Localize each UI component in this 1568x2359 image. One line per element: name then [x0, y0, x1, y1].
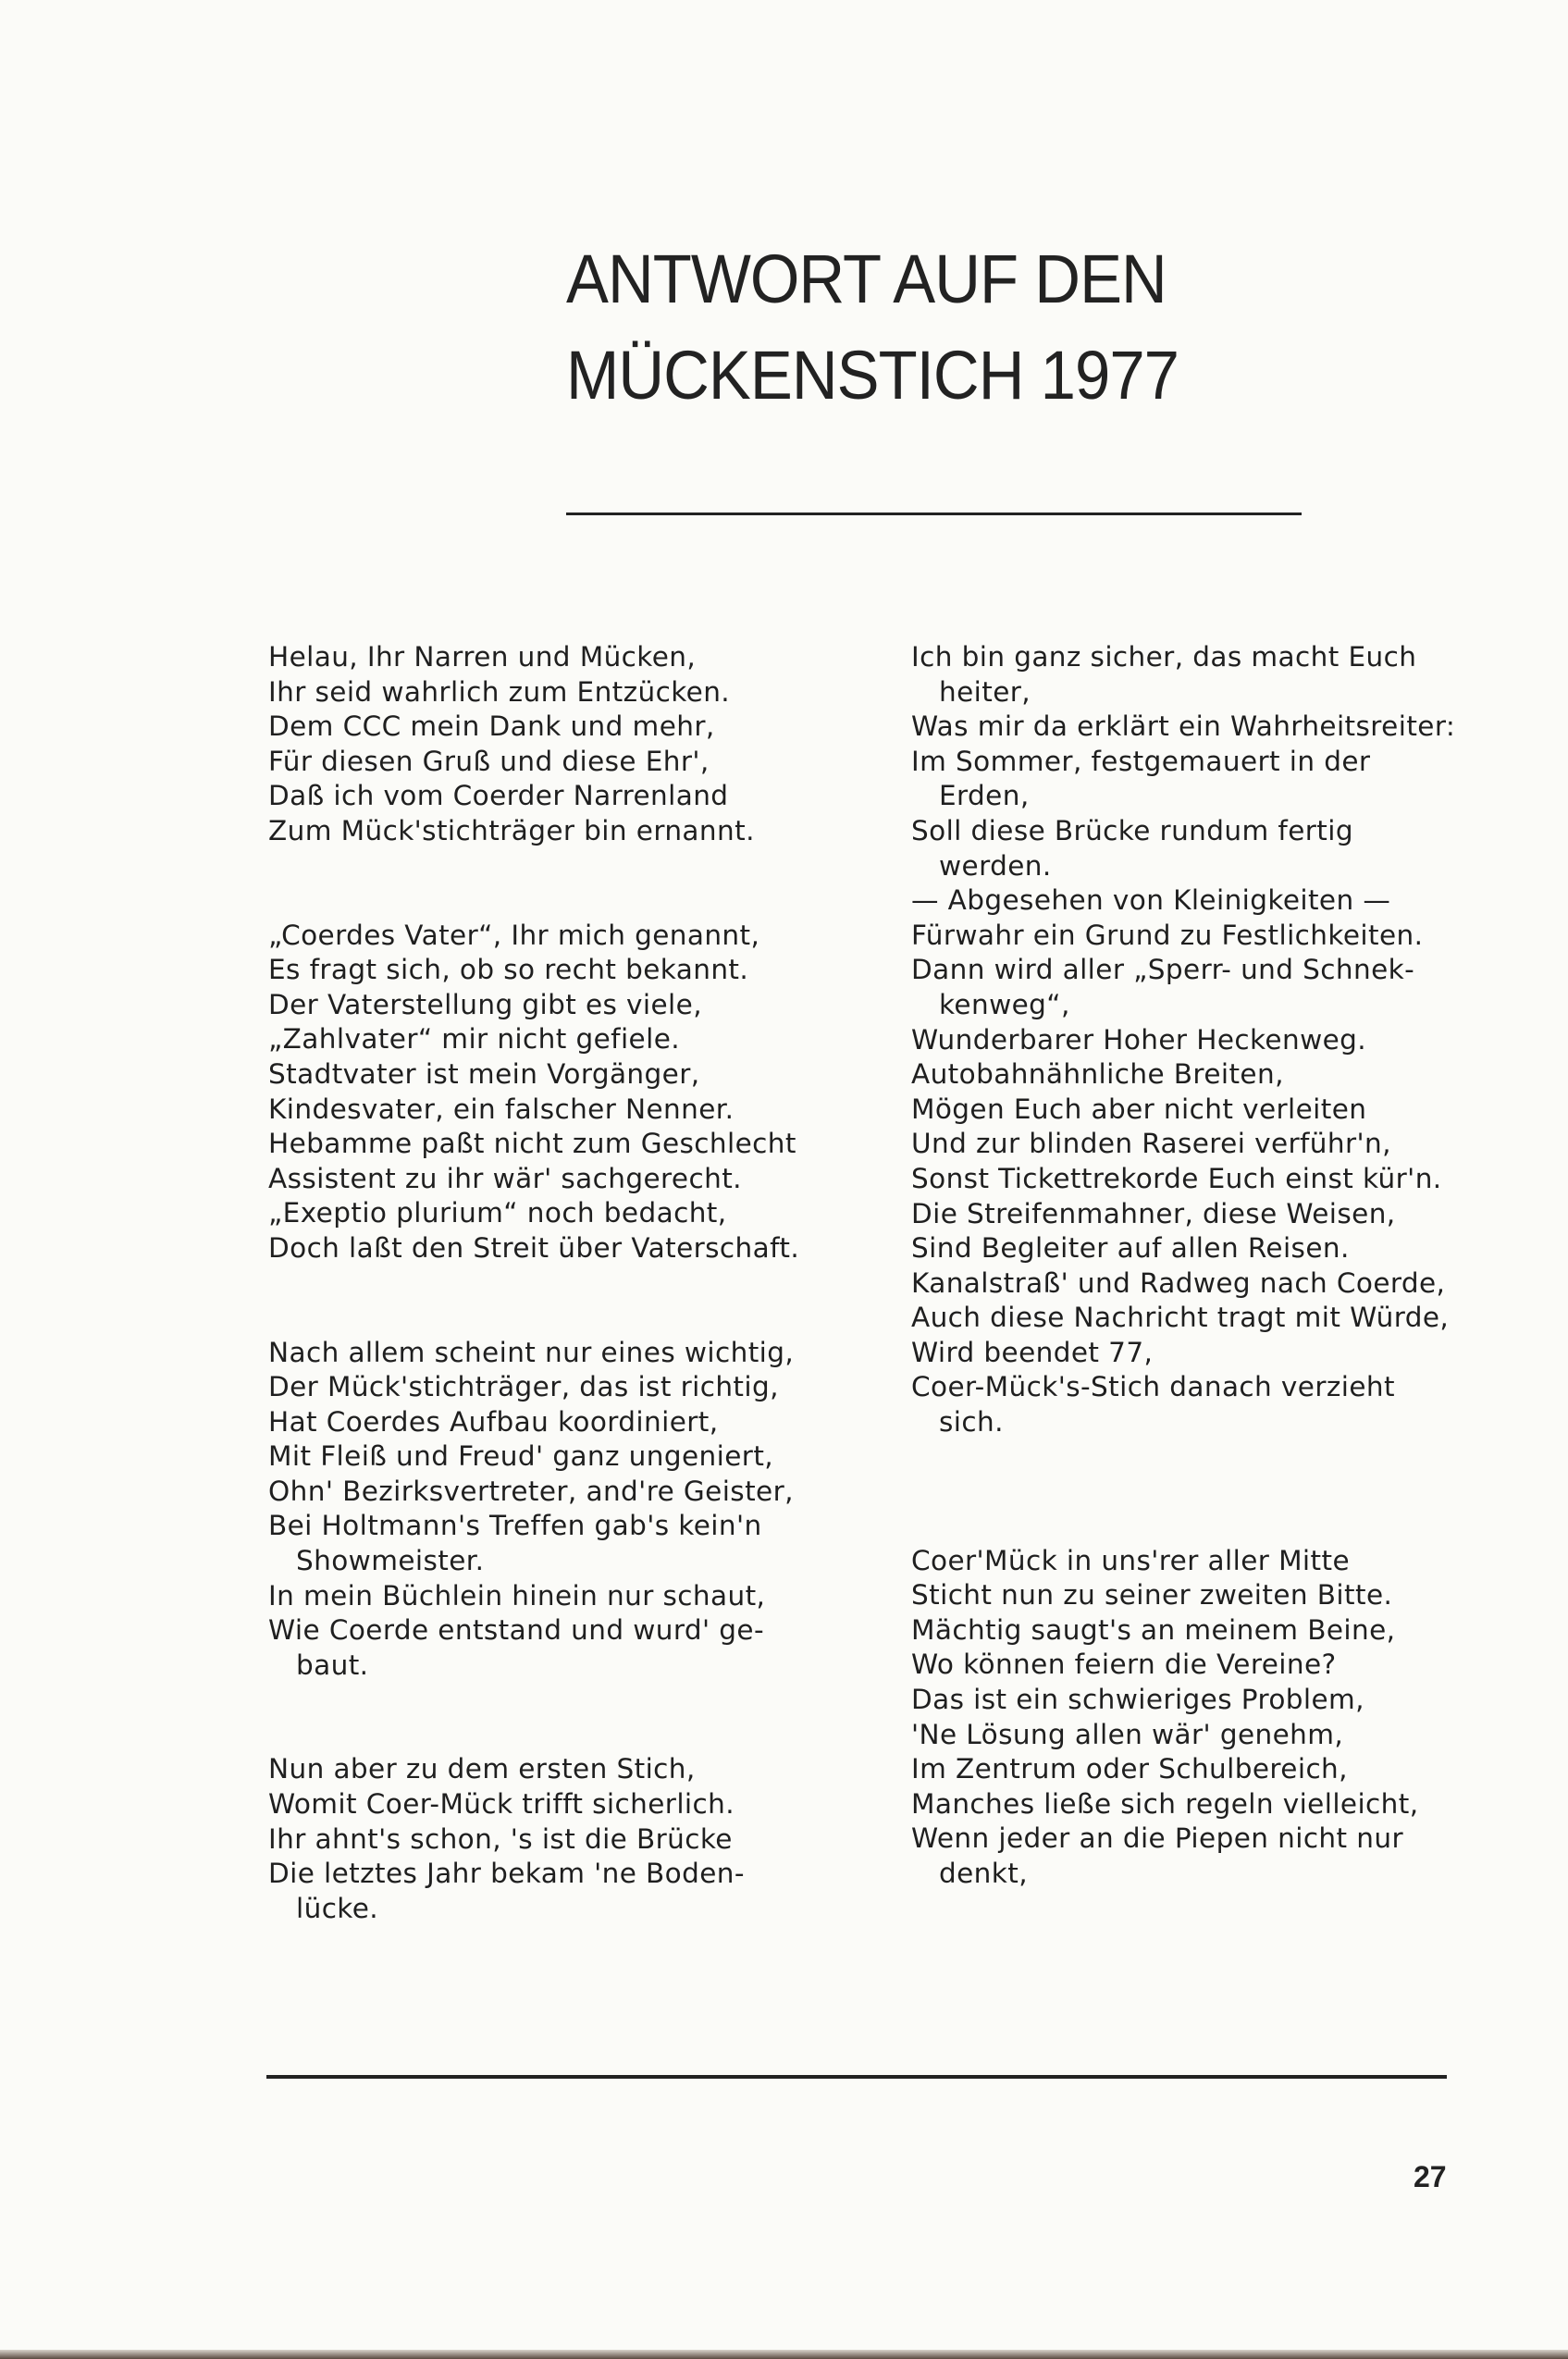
poem-line: denkt, — [939, 1858, 1028, 1889]
poem-line: — Abgesehen von Kleinigkeiten — — [911, 884, 1391, 917]
poem-line: Kindesvater, ein falscher Nenner. — [268, 1093, 735, 1125]
poem-line: Sticht nun zu seiner zweiten Bitte. — [911, 1579, 1393, 1612]
poem-line: Was mir da erklärt ein Wahrheitsreiter: — [911, 710, 1456, 743]
poem-line: Wunderbarer Hoher Heckenweg. — [911, 1023, 1367, 1056]
poem-line: Hebamme paßt nicht zum Geschlecht — [268, 1128, 796, 1160]
poem-line: Zum Mück'stichträger bin ernannt. — [268, 814, 755, 846]
poem-line: Ihr ahnt's schon, 's ist die Brücke — [268, 1822, 733, 1855]
poem-line: Stadtvater ist mein Vorgänger, — [268, 1057, 700, 1090]
poem-line: Das ist ein schwieriges Problem, — [911, 1684, 1364, 1716]
stanza — [268, 1336, 879, 1684]
poem-line: In mein Büchlein hinein nur schaut, — [268, 1579, 766, 1612]
poem-line: Helau, Ihr Narren und Mücken, — [268, 641, 697, 673]
poem-line: Kanalstraß' und Radweg nach Coerde, — [911, 1266, 1446, 1299]
poem-line: Nach allem scheint nur eines wichtig, — [268, 1336, 795, 1368]
poem-line: Wenn jeder an die Piepen nicht nur — [911, 1822, 1403, 1855]
poem-line: Wo können feiern die Vereine? — [911, 1649, 1337, 1681]
poem-line: baut. — [296, 1649, 369, 1681]
poem-line: sich. — [939, 1406, 1004, 1439]
poem-line: Die letztes Jahr bekam 'ne Boden- — [268, 1858, 745, 1890]
page-edge — [0, 2350, 1568, 2359]
poem-line: 'Ne Lösung allen wär' genehm, — [911, 1718, 1344, 1750]
poem-line: Und zur blinden Raserei verführ'n, — [911, 1128, 1391, 1160]
stanza — [268, 640, 879, 849]
poem-column-left — [268, 640, 879, 1926]
poem-line: Bei Holtmann's Treffen gab's kein'n — [268, 1510, 762, 1542]
title-line-1: ANTWORT AUF DEN — [566, 241, 1167, 317]
poem-line: Showmeister. — [296, 1545, 485, 1577]
stanza — [911, 640, 1522, 1440]
poem-line: werden. — [939, 849, 1052, 882]
title-line-2: MÜCKENSTICH 1977 — [566, 337, 1179, 414]
poem-line: Die Streifenmahner, diese Weisen, — [911, 1197, 1396, 1229]
poem-line: kenweg“, — [939, 988, 1070, 1020]
poem-line: Erden, — [939, 780, 1030, 812]
poem-line: Im Sommer, festgemauert in der — [911, 745, 1371, 777]
poem-line: Wird beendet 77, — [911, 1336, 1154, 1368]
poem-column-right — [911, 640, 1522, 1892]
poem-line: Auch diese Nachricht tragt mit Würde, — [911, 1302, 1450, 1334]
poem-line: Autobahnähnliche Breiten, — [911, 1058, 1284, 1091]
poem-line: Sonst Tickettrekorde Euch einst kür'n. — [911, 1162, 1442, 1194]
poem-line: „Coerdes Vater“, Ihr mich genannt, — [268, 919, 760, 951]
poem-line: Im Zentrum oder Schulbereich, — [911, 1753, 1348, 1785]
poem-line: Der Vaterstellung gibt es viele, — [268, 988, 702, 1020]
poem-line: Fürwahr ein Grund zu Festlichkeiten. — [911, 919, 1424, 951]
poem-line: Hat Coerdes Aufbau koordiniert, — [268, 1405, 719, 1438]
poem-line: Mögen Euch aber nicht verleiten — [911, 1093, 1367, 1125]
poem-line: Nun aber zu dem ersten Stich, — [268, 1753, 696, 1785]
poem-line: Manches ließe sich regeln vielleicht, — [911, 1787, 1419, 1820]
poem-line: Mächtig saugt's an meinem Beine, — [911, 1613, 1396, 1646]
poem-line: Sind Begleiter auf allen Reisen. — [911, 1232, 1350, 1265]
poem-line: Assistent zu ihr wär' sachgerecht. — [268, 1162, 742, 1194]
poem-line: Der Mück'stichträger, das ist richtig, — [268, 1371, 779, 1403]
footer-divider — [266, 2075, 1447, 2079]
poem-line: Daß ich vom Coerder Narrenland — [268, 780, 729, 812]
stanza — [911, 1544, 1522, 1892]
poem-line: Dann wird aller „Sperr- und Schnek- — [911, 954, 1415, 986]
page-number: 27 — [1414, 2160, 1447, 2193]
poem-line: Soll diese Brücke rundum fertig — [911, 814, 1353, 846]
poem-line: lücke. — [296, 1892, 379, 1924]
stanza — [268, 919, 879, 1266]
poem-line: Ich bin ganz sicher, das macht Euch — [911, 641, 1417, 673]
poem-line: Wie Coerde entstand und wurd' ge- — [268, 1614, 764, 1647]
poem-line: Coer-Mück's-Stich danach verzieht — [911, 1371, 1395, 1403]
poem-line: „Zahlvater“ mir nicht gefiele. — [268, 1023, 681, 1056]
title-divider — [566, 513, 1302, 515]
poem-title — [566, 231, 1426, 424]
poem-line: Coer'Mück in uns'rer aller Mitte — [911, 1544, 1350, 1576]
stanza — [268, 1752, 879, 1926]
poem-line: heiter, — [939, 675, 1031, 708]
poem-line: Dem CCC mein Dank und mehr, — [268, 710, 715, 743]
poem-line: Womit Coer-Mück trifft sicherlich. — [268, 1788, 735, 1821]
poem-line: „Exeptio plurium“ noch bedacht, — [268, 1197, 727, 1229]
poem-line: Mit Fleiß und Freud' ganz ungeniert, — [268, 1440, 774, 1473]
poem-line: Ihr seid wahrlich zum Entzücken. — [268, 675, 731, 708]
poem-line: Für diesen Gruß und diese Ehr', — [268, 745, 710, 777]
poem-line: Ohn' Bezirksvertreter, and're Geister, — [268, 1475, 794, 1507]
poem-line: Doch laßt den Streit über Vaterschaft. — [268, 1231, 800, 1264]
poem-line: Es fragt sich, ob so recht bekannt. — [268, 954, 749, 986]
